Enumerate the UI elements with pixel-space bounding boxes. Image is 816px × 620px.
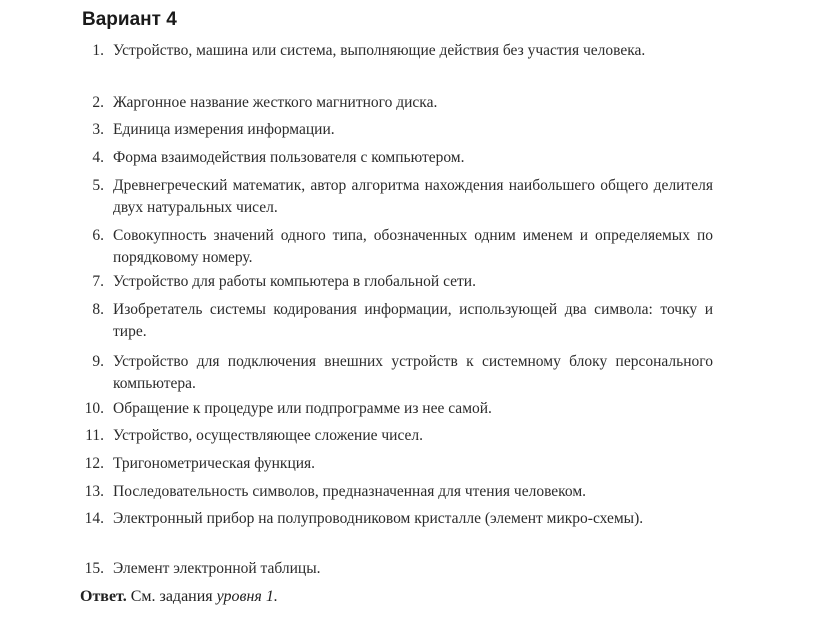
task-number: 5.: [92, 177, 104, 194]
answer-line: [80, 586, 278, 608]
task-text: Элемент электронной таблицы.: [113, 560, 321, 577]
task-number: 14.: [84, 510, 104, 527]
variant-heading: Вариант 4: [82, 9, 177, 30]
task-number: 1.: [92, 42, 104, 59]
task-text: Совокупность значений одного типа, обозначенных одним именем и определяемых по порядковому номеру.: [113, 227, 713, 266]
task-text: Единица измерения информации.: [113, 121, 335, 138]
task-number: 6.: [92, 227, 104, 244]
task-number: 7.: [92, 273, 104, 290]
task-number: 2.: [92, 94, 104, 111]
task-text: Изобретатель системы кодирования информации, использующей два символа: точку и тире.: [113, 301, 713, 340]
task-text: Последовательность символов, предназначенная для чтения человеком.: [113, 483, 587, 500]
task-text: Обращение к процедуре или подпрограмме из нее самой.: [113, 400, 492, 417]
task-number: 10.: [84, 400, 104, 417]
task-text: Электронный прибор на полупроводниковом кристалле (элемент микро-схемы).: [113, 510, 644, 527]
task-text: Древнегреческий математик, автор алгоритма нахождения наибольшего общего делителя двух натуральных чисел.: [113, 177, 713, 216]
task-number: 15.: [84, 560, 104, 577]
task-number: 3.: [92, 121, 104, 138]
task-number: 12.: [84, 455, 104, 472]
task-number: 13.: [84, 483, 104, 500]
answer-level: уровня 1.: [216, 588, 278, 605]
task-text: Форма взаимодействия пользователя с компьютером.: [113, 149, 465, 166]
task-number: 4.: [92, 149, 104, 166]
task-number: 11.: [85, 427, 104, 444]
answer-label: Ответ.: [80, 588, 127, 605]
task-number: 9.: [92, 353, 104, 370]
task-text: Устройство для работы компьютера в глобальной сети.: [113, 273, 476, 290]
answer-text: См. задания: [130, 588, 213, 605]
task-text: Устройство для подключения внешних устройств к системному блоку персонального компьютера.: [113, 353, 713, 392]
task-text: Устройство, осуществляющее сложение чисел.: [113, 427, 424, 444]
task-text: Жаргонное название жесткого магнитного диска.: [113, 94, 438, 111]
task-text: Устройство, машина или система, выполняющие действия без участия человека.: [113, 42, 646, 59]
task-number: 8.: [92, 301, 104, 318]
task-text: Тригонометрическая функция.: [113, 455, 316, 472]
